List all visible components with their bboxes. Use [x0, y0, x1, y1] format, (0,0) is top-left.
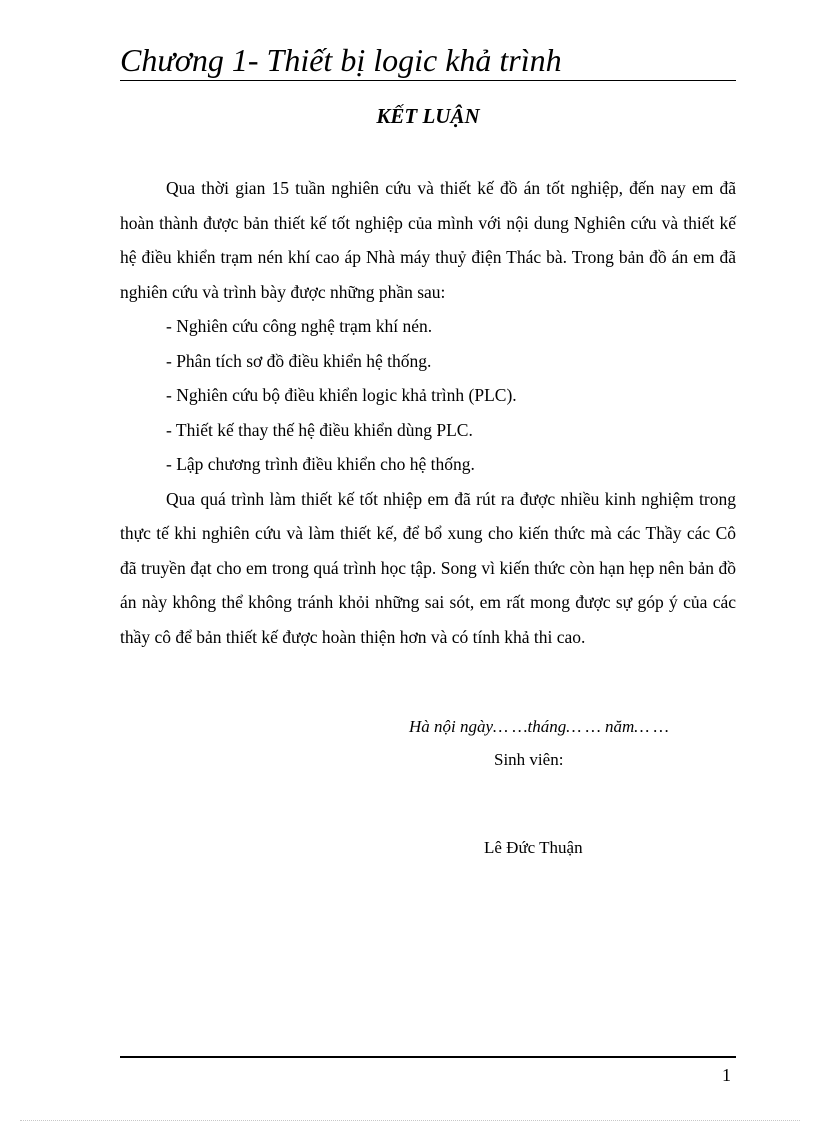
- footer-divider: [120, 1056, 736, 1058]
- header-divider: [120, 80, 736, 81]
- signature-date-line: Hà nội ngày… …tháng… … năm… …: [409, 717, 669, 736]
- section-title: KẾT LUẬN: [376, 104, 480, 128]
- list-item: - Lập chương trình điều khiển cho hệ thống.: [166, 454, 475, 474]
- page-number: 1: [722, 1065, 731, 1085]
- list-item: - Phân tích sơ đồ điều khiển hệ thống.: [166, 350, 432, 371]
- chapter-title: Chương 1- Thiết bị logic khả trình: [120, 42, 562, 78]
- list-item: - Thiết kế thay thế hệ điều khiển dùng PLC.: [166, 419, 473, 440]
- page-edge-divider: [20, 1120, 800, 1121]
- closing-paragraph: Qua quá trình làm thiết kế tốt nhiệp em đã rút ra được nhiều kinh nghiệm trong thực tế khi nghiên cứu và làm thiết kế, để bổ xung cho kiến thức mà các Thầy các Cô đã truyền đạt cho em trong quá trình học tập. Song vì kiến thức còn hạn hẹp nên bản đồ án này không thể không tránh khỏi những sai sót, em rất mong được sự góp ý của các thầy cô để bản thiết kế được hoàn thiện hơn và có tính khả thi cao.: [120, 488, 736, 647]
- signature-name: Lê Đức Thuận: [484, 838, 583, 857]
- body-text: [120, 171, 736, 654]
- list-item: - Nghiên cứu bộ điều khiển logic khả trình (PLC).: [166, 385, 517, 405]
- list-item: - Nghiên cứu công nghệ trạm khí nén.: [166, 316, 433, 336]
- signature-role: Sinh viên:: [494, 750, 564, 769]
- intro-paragraph: Qua thời gian 15 tuần nghiên cứu và thiết kế đồ án tốt nghiệp, đến nay em đã hoàn thành được bản thiết kế tốt nghiệp của mình với nội dung Nghiên cứu và thiết kế hệ điều khiển trạm nén khí cao áp Nhà máy thuỷ điện Thác bà. Trong bản đồ án em đã nghiên cứu và trình bày được những phần sau:: [120, 178, 736, 302]
